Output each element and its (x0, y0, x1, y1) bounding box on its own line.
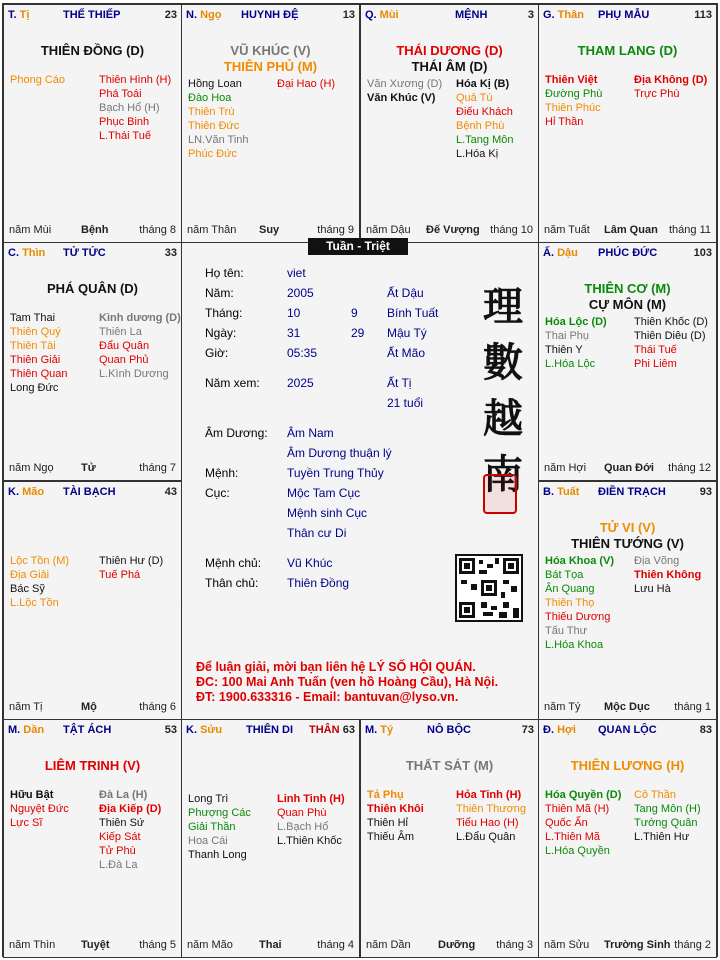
minor-star: Nguyệt Đức (10, 803, 69, 815)
palace-name: TÀI BẠCH (63, 486, 116, 498)
than-marker: THÂN (309, 724, 340, 736)
minor-star: Văn Khúc (V) (367, 92, 436, 104)
main-star: CỰ MÔN (M) (588, 297, 667, 312)
palace-number: 103 (693, 247, 712, 259)
minor-star: Bát Tọa (545, 569, 584, 581)
menhchu-label: Mệnh chủ: (205, 556, 262, 570)
month-label: Tháng: (205, 306, 243, 320)
minor-star: Thiên Sứ (99, 817, 145, 829)
minor-star: Địa Giải (10, 569, 50, 581)
palace-header (543, 486, 712, 502)
calligraphy-char: 理 (483, 283, 523, 330)
palace-name: PHÚC ĐỨC (598, 247, 658, 259)
minor-star: L.Bạch Hổ (277, 821, 329, 833)
footer-month: tháng 3 (496, 939, 533, 951)
day-label: Ngày: (205, 326, 237, 340)
age-value: 21 tuổi (387, 396, 424, 410)
amduong-label: Âm Dương: (205, 426, 268, 440)
main-star: THIÊN ĐỒNG (D) (40, 43, 145, 58)
minor-stars-right (634, 315, 708, 371)
minor-star: Tử Phù (99, 845, 136, 857)
main-star: THIÊN LƯƠNG (H) (570, 758, 685, 773)
minor-star: Thiên Khôi (367, 803, 424, 815)
minor-stars-right (277, 77, 335, 91)
main-star: THIÊN TƯỚNG (V) (571, 536, 684, 551)
minor-stars-right (99, 788, 161, 872)
minor-star: Lộc Tồn (M) (10, 555, 70, 567)
main-star: TỬ VI (V) (599, 520, 656, 535)
minor-star: L.Hóa Kị (456, 148, 499, 160)
palace-branch: G. Thân (543, 9, 584, 21)
palace-footer (544, 701, 711, 715)
minor-star: Thiên Phúc (545, 102, 601, 114)
minor-star: Quả Tú (456, 92, 493, 104)
minor-star: Thiên Thọ (545, 597, 595, 609)
palace-footer (544, 462, 711, 476)
palace-branch: N. Ngọ (186, 9, 222, 21)
footer-stage: Dưỡng (438, 939, 476, 951)
minor-star: Thiên Quý (10, 326, 61, 338)
palace-footer (9, 224, 176, 238)
minor-star: Thiên Khốc (D) (634, 316, 708, 328)
palace-header (543, 9, 712, 25)
minor-stars-left (10, 788, 69, 830)
palace-name: MỆNH (455, 9, 488, 21)
palace-branch: T. Tị (8, 9, 30, 21)
footer-year: năm Dần (366, 939, 411, 951)
minor-star: Đại Hao (H) (277, 78, 336, 90)
calligraphy-char: 數 (483, 339, 523, 386)
palace-name: HUYNH ĐỆ (241, 9, 299, 21)
minor-star: Ân Quang (545, 583, 595, 595)
minor-star: Quan Phù (277, 807, 327, 819)
minor-stars-right (99, 311, 181, 381)
footer-month: tháng 12 (668, 462, 711, 474)
minor-star: Long Đức (10, 382, 59, 394)
minor-star: Thiên Mã (H) (545, 803, 610, 815)
minor-star: Lưu Hà (634, 583, 671, 595)
minor-star: L.Thiên Khốc (277, 835, 342, 847)
minor-stars-right (634, 73, 707, 101)
palace-branch: K. Mão (8, 486, 45, 498)
palace-footer (9, 701, 176, 715)
cuc-value-2: Mệnh sinh Cục (287, 506, 368, 520)
palace-header (186, 724, 355, 740)
minor-star: Thiên Hình (H) (99, 74, 172, 86)
palace-number: 43 (164, 486, 177, 498)
minor-star: Thai Phụ (545, 330, 590, 342)
minor-star: L.Đà La (99, 859, 138, 871)
thanchu-label: Thân chủ: (205, 576, 259, 590)
palace-number: 113 (694, 9, 712, 21)
palace-number: 53 (164, 724, 177, 736)
minor-star: Kình dương (D) (99, 312, 181, 324)
view-year-label: Năm xem: (205, 376, 260, 390)
minor-star: Điếu Khách (456, 106, 513, 118)
minor-stars-right (99, 73, 171, 143)
minor-star: Thiếu Âm (367, 831, 415, 843)
minor-star: Thiên Trù (188, 106, 235, 118)
minor-star: Tuế Phá (99, 569, 141, 581)
minor-star: Đà La (H) (99, 789, 148, 801)
footer-stage: Bệnh (81, 224, 109, 236)
minor-star: Hóa Lộc (D) (545, 316, 607, 328)
palace-branch: B. Tuất (543, 486, 580, 498)
minor-stars-left (10, 554, 69, 610)
palace-header (365, 724, 534, 740)
cuc-value: Mộc Tam Cục (287, 486, 361, 500)
palace-number: 33 (164, 247, 177, 259)
minor-star: Thiên Hỉ (367, 817, 408, 829)
calligraphy-char: 南 (483, 451, 523, 498)
footer-year: năm Thân (187, 224, 237, 236)
footer-month: tháng 4 (317, 939, 354, 951)
minor-stars-left (188, 77, 249, 161)
thanchu-value: Thiên Đồng (287, 576, 350, 590)
palace-header (8, 9, 177, 25)
name-label: Họ tên: (205, 266, 244, 280)
palace-name: TẬT ÁCH (63, 724, 112, 736)
palace-header (365, 9, 534, 25)
minor-star: Tam Thai (10, 312, 56, 324)
palace-number: 3 (527, 9, 534, 21)
minor-star: Thiên Việt (545, 74, 598, 86)
minor-star: Thái Tuế (634, 344, 677, 356)
palace-cell-dan (3, 719, 182, 958)
palace-footer (544, 224, 711, 238)
minor-star: Thiên Quan (10, 368, 68, 380)
footer-year: năm Mùi (9, 224, 52, 236)
palace-footer (9, 462, 176, 476)
footer-stage: Tử (81, 462, 96, 474)
minor-stars-left (188, 792, 251, 862)
day-can: Mậu Tý (387, 326, 427, 340)
minor-star: Hoa Cái (188, 835, 228, 847)
footer-month: tháng 7 (139, 462, 176, 474)
palace-name: ĐIỀN TRẠCH (598, 486, 666, 498)
main-star: PHÁ QUÂN (D) (47, 281, 138, 296)
year-can: Ất Dậu (387, 286, 424, 300)
minor-star: Thanh Long (188, 849, 247, 861)
minor-star: L.Tang Môn (456, 134, 514, 146)
palace-cell-mui (360, 4, 539, 243)
minor-star: Bạch Hổ (H) (99, 102, 160, 114)
footer-month: tháng 2 (674, 939, 711, 951)
palace-footer (187, 224, 354, 238)
palace-name: QUAN LỘC (598, 724, 657, 736)
palace-cell-dau (538, 242, 717, 481)
footer-month: tháng 9 (317, 224, 354, 236)
minor-star: Linh Tinh (H) (277, 793, 345, 805)
day-lunar: 29 (351, 326, 365, 340)
palace-name: PHỤ MẪU (598, 9, 650, 21)
footer-stage: Mộc Dục (604, 701, 650, 713)
footer-stage: Mộ (81, 701, 97, 713)
minor-star: Phong Cáo (10, 74, 66, 86)
minor-star: L.Hóa Quyền (545, 845, 610, 857)
footer-month: tháng 5 (139, 939, 176, 951)
minor-star: Địa Kiếp (D) (99, 803, 162, 815)
month-lunar: 9 (351, 306, 358, 320)
minor-star: Hóa Khoa (V) (545, 555, 615, 567)
palace-cell-suu (181, 719, 360, 958)
minor-star: Bác Sỹ (10, 583, 45, 595)
amduong-value: Âm Nam (287, 426, 334, 440)
minor-star: L.Hóa Lộc (545, 358, 596, 370)
hour-can: Ất Mão (387, 346, 426, 360)
footer-stage: Đế Vượng (426, 224, 480, 236)
year-label: Năm: (205, 286, 234, 300)
minor-stars-left (545, 315, 607, 371)
minor-star: Thiên Diêu (D) (634, 330, 706, 342)
minor-star: Thiên La (99, 326, 142, 338)
minor-star: Lực Sĩ (10, 817, 43, 829)
footer-month: tháng 6 (139, 701, 176, 713)
main-star: THÁI DƯƠNG (D) (396, 43, 503, 58)
minor-stars-left (545, 73, 602, 129)
main-star: THÁI ÂM (D) (411, 59, 488, 74)
minor-star: Giải Thần (188, 821, 236, 833)
minor-stars-right (277, 792, 345, 848)
palace-footer (9, 939, 176, 953)
footer-year: năm Tuất (544, 224, 590, 236)
palace-branch: K. Sửu (186, 724, 223, 736)
qr-code-icon (457, 556, 521, 620)
palace-name: THẾ THIẾP (63, 9, 121, 21)
footer-year: năm Dậu (366, 224, 411, 236)
palace-branch: M. Dần (8, 724, 45, 736)
footer-year: năm Tị (9, 701, 43, 713)
minor-star: Phá Toái (99, 88, 142, 100)
minor-star: Thiên Thương (456, 803, 527, 815)
palace-header (8, 724, 177, 740)
palace-number: 73 (521, 724, 534, 736)
palace-cell-tuat (538, 481, 717, 720)
minor-star: Quan Phủ (99, 354, 149, 366)
minor-star: L.Đẩu Quân (456, 831, 516, 843)
minor-star: Tang Môn (H) (634, 803, 701, 815)
minor-star: Tả Phụ (367, 789, 404, 801)
minor-star: Cô Thần (634, 789, 676, 801)
menhchu-value: Vũ Khúc (287, 556, 333, 570)
minor-star: LN.Văn Tinh (188, 134, 249, 146)
palace-header (8, 486, 177, 502)
minor-stars-left (367, 77, 442, 105)
minor-star: Đẩu Quân (99, 340, 150, 352)
footer-stage: Trường Sinh (604, 939, 671, 951)
minor-stars-left (10, 311, 67, 395)
minor-star: Hóa Quyền (D) (545, 789, 622, 801)
footer-year: năm Sửu (544, 939, 590, 951)
palace-number: 93 (699, 486, 712, 498)
palace-number: 63 (342, 724, 355, 736)
minor-star: Long Trì (188, 793, 229, 805)
palace-footer (544, 939, 711, 953)
main-star: THIÊN PHỦ (M) (223, 59, 318, 74)
minor-star: Hồng Loan (188, 78, 242, 90)
month-value: 10 (287, 306, 301, 320)
palace-branch: M. Tý (365, 724, 394, 736)
palace-branch: C. Thìn (8, 247, 46, 259)
main-star: THIÊN CƠ (M) (584, 281, 671, 296)
palace-footer (187, 939, 354, 953)
palace-branch: Q. Mùi (365, 9, 399, 21)
tuan-triet-label: Tuần - Triệt (308, 238, 408, 255)
palace-cell-ngo (181, 4, 360, 243)
minor-star: Thiên Hư (D) (99, 555, 164, 567)
minor-star: Tiểu Hao (H) (456, 817, 519, 829)
palace-header (8, 247, 177, 263)
footer-stage: Tuyệt (81, 939, 110, 951)
minor-star: L.Hóa Khoa (545, 639, 604, 651)
cuc-value-3: Thân cư Di (287, 526, 347, 540)
footer-stage: Suy (259, 224, 280, 236)
footer-month: tháng 1 (674, 701, 711, 713)
palace-header (543, 724, 712, 740)
minor-star: Văn Xương (D) (367, 78, 443, 90)
minor-stars-right (456, 77, 513, 161)
minor-star: Phục Binh (99, 116, 150, 128)
minor-star: Phi Liêm (634, 358, 677, 370)
minor-star: Hữu Bật (10, 789, 54, 801)
minor-star: Đào Hoa (188, 92, 232, 104)
minor-star: Phúc Đức (188, 148, 237, 160)
palace-number: 83 (699, 724, 712, 736)
palace-header (543, 247, 712, 263)
main-star: THAM LANG (D) (577, 43, 678, 58)
palace-header (186, 9, 355, 25)
footer-year: năm Thìn (9, 939, 56, 951)
palace-cell-thin (3, 242, 182, 481)
footer-year: năm Tý (544, 701, 581, 713)
name-value: viet (287, 266, 306, 280)
footer-year: năm Ngọ (9, 462, 54, 474)
minor-star: L.Thái Tuế (99, 130, 151, 142)
minor-star: Bệnh Phù (456, 120, 505, 132)
main-star: THẤT SÁT (M) (405, 758, 494, 773)
minor-star: Thiên Y (545, 344, 583, 356)
qr-code[interactable] (455, 554, 523, 622)
palace-cell-ty (360, 719, 539, 958)
minor-star: L.Lộc Tồn (10, 597, 59, 609)
minor-star: Tướng Quân (634, 817, 698, 829)
minor-star: Trực Phù (634, 88, 680, 100)
palace-cell-than (538, 4, 717, 243)
minor-star: Phượng Các (188, 807, 251, 819)
minor-star: Thiếu Dương (545, 611, 611, 623)
minor-stars-right (634, 788, 701, 844)
minor-stars-left (367, 788, 424, 844)
view-year-value: 2025 (287, 376, 314, 390)
minor-star: Quốc Ấn (545, 817, 588, 829)
footer-stage: Quan Đới (604, 462, 654, 474)
contact-block (196, 660, 536, 705)
minor-star: Hóa Kị (B) (456, 78, 510, 90)
footer-month: tháng 10 (490, 224, 533, 236)
view-year-can: Ất Tị (387, 376, 412, 390)
minor-star: Đường Phù (545, 88, 603, 100)
main-star: VŨ KHÚC (V) (230, 43, 311, 58)
palace-name: TỬ TỨC (63, 247, 106, 259)
footer-month: tháng 11 (668, 224, 711, 236)
main-star: LIÊM TRINH (V) (44, 758, 141, 773)
year-value: 2005 (287, 286, 314, 300)
minor-star: Địa Không (D) (634, 74, 708, 86)
seal-stamp (483, 474, 517, 514)
palace-cell-mao (3, 481, 182, 720)
footer-month: tháng 8 (139, 224, 176, 236)
palace-branch: Đ. Hợi (543, 724, 576, 736)
contact-line-2: ĐC: 100 Mai Anh Tuấn (ven hồ Hoàng Cầu), Hà Nội. (196, 675, 499, 689)
minor-stars-left (545, 788, 621, 858)
palace-number: 23 (164, 9, 177, 21)
menh-value: Tuyền Trung Thủy (287, 466, 384, 480)
palace-name: NÔ BỘC (427, 724, 471, 736)
palace-name: THIÊN DI (246, 724, 294, 736)
month-can: Bính Tuất (387, 306, 439, 320)
palace-footer (366, 939, 533, 953)
contact-line-1: Để luận giải, mời bạn liên hệ LÝ SỐ HỘI QUÁN. (196, 660, 476, 674)
footer-stage: Lâm Quan (604, 224, 658, 236)
amduong-value-2: Âm Dương thuận lý (287, 446, 392, 460)
menh-label: Mệnh: (205, 466, 239, 480)
footer-stage: Thai (259, 939, 282, 951)
contact-line-3: ĐT: 1900.633316 - Email: bantuvan@lyso.vn. (196, 690, 459, 704)
day-value: 31 (287, 326, 301, 340)
calligraphy-logo (473, 279, 533, 503)
minor-star: Hỏa Tinh (H) (456, 789, 522, 801)
hour-label: Giờ: (205, 346, 229, 360)
palace-number: 13 (342, 9, 355, 21)
palace-footer (366, 224, 533, 238)
minor-star: Tấu Thư (545, 625, 588, 637)
minor-star: L.Thiên Hư (634, 831, 690, 843)
palace-cell-ti (3, 4, 182, 243)
minor-star: L.Thiên Mã (545, 831, 601, 843)
minor-stars-right (456, 788, 526, 844)
minor-star: Kiếp Sát (99, 831, 141, 843)
palace-cell-hoi (538, 719, 717, 958)
hour-value: 05:35 (287, 346, 318, 360)
minor-stars-right (99, 554, 163, 582)
minor-stars-left (545, 554, 614, 652)
palace-branch: Ấ. Dậu (543, 247, 578, 259)
minor-star: Địa Võng (634, 555, 680, 567)
minor-star: Thiên Tài (10, 340, 56, 352)
minor-star: Thiên Không (634, 569, 702, 581)
minor-star: L.Kình Dương (99, 368, 169, 380)
footer-year: năm Hợi (544, 462, 587, 474)
footer-year: năm Mão (187, 939, 233, 951)
minor-star: Thiên Đức (188, 120, 240, 132)
calligraphy-char: 越 (483, 395, 523, 442)
cuc-label: Cục: (205, 486, 230, 500)
minor-star: Thiên Giải (10, 354, 61, 366)
minor-star: Hỉ Thần (545, 116, 584, 128)
minor-stars-right (634, 554, 701, 596)
horoscope-board (2, 3, 718, 957)
minor-stars-left (10, 73, 65, 87)
